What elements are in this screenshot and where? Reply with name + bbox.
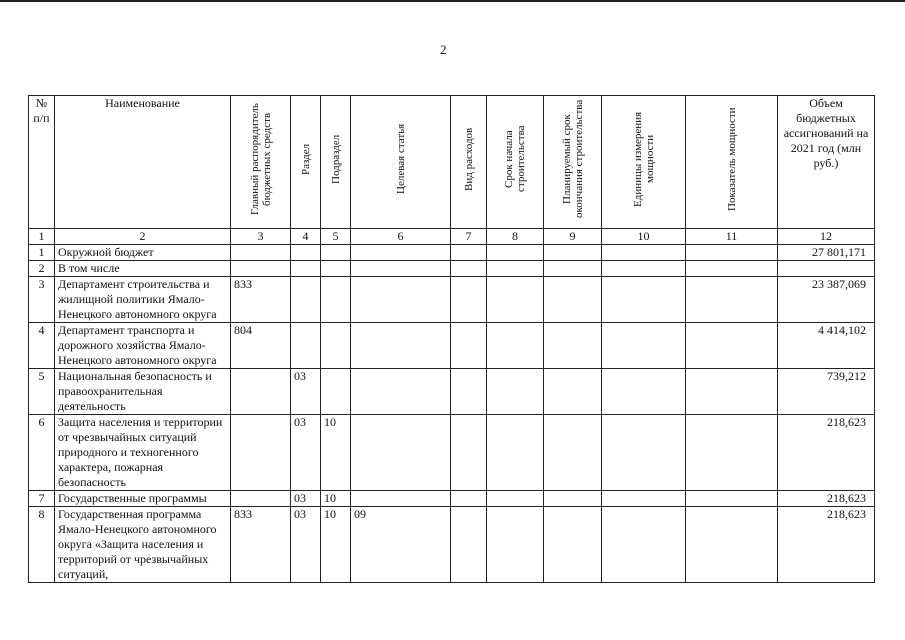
row-target xyxy=(351,277,451,323)
row-section: 03 xyxy=(291,415,321,491)
header-end: Планируемый срок окончания строительства xyxy=(544,96,602,229)
row-subsection: 10 xyxy=(321,507,351,583)
row-target xyxy=(351,323,451,369)
column-numbers-row xyxy=(29,229,875,245)
row-num: 3 xyxy=(29,277,55,323)
row-section: 03 xyxy=(291,507,321,583)
header-target: Целевая статья xyxy=(351,96,451,229)
row-subsection: 10 xyxy=(321,415,351,491)
row-start xyxy=(487,415,544,491)
row-end xyxy=(544,245,602,261)
header-row xyxy=(29,96,875,229)
table-row xyxy=(29,491,875,507)
row-expense-type xyxy=(451,277,487,323)
row-num: 5 xyxy=(29,369,55,415)
budget-table xyxy=(28,95,875,583)
row-expense-type xyxy=(451,507,487,583)
row-end xyxy=(544,323,602,369)
row-indicator xyxy=(686,491,778,507)
row-indicator xyxy=(686,369,778,415)
header-indicator: Показатель мощности xyxy=(686,96,778,229)
row-num: 2 xyxy=(29,261,55,277)
header-expense-type: Вид расходов xyxy=(451,96,487,229)
row-amount xyxy=(778,261,875,277)
row-subsection xyxy=(321,369,351,415)
row-num: 1 xyxy=(29,245,55,261)
row-amount: 218,623 xyxy=(778,491,875,507)
colnum-1: 1 xyxy=(29,229,55,245)
row-name: Государственная программа Ямало-Ненецкого автономного округа «Защита населения и территорий от чрезвычайных ситуаций, xyxy=(55,507,231,583)
row-target xyxy=(351,369,451,415)
row-amount: 23 387,069 xyxy=(778,277,875,323)
row-name: Защита населения и территории от чрезвычайных ситуаций природного и техногенного характера, пожарная безопасность xyxy=(55,415,231,491)
row-units xyxy=(602,491,686,507)
table-row xyxy=(29,369,875,415)
row-section xyxy=(291,277,321,323)
row-name: В том числе xyxy=(55,261,231,277)
row-end xyxy=(544,415,602,491)
table-row xyxy=(29,277,875,323)
colnum-11: 11 xyxy=(686,229,778,245)
colnum-2: 2 xyxy=(55,229,231,245)
row-target xyxy=(351,415,451,491)
colnum-7: 7 xyxy=(451,229,487,245)
row-amount: 218,623 xyxy=(778,507,875,583)
table-row xyxy=(29,245,875,261)
row-section xyxy=(291,323,321,369)
row-units xyxy=(602,415,686,491)
row-subsection xyxy=(321,323,351,369)
colnum-10: 10 xyxy=(602,229,686,245)
row-expense-type xyxy=(451,323,487,369)
row-indicator xyxy=(686,277,778,323)
row-indicator xyxy=(686,323,778,369)
colnum-8: 8 xyxy=(487,229,544,245)
table-row xyxy=(29,415,875,491)
row-expense-type xyxy=(451,369,487,415)
row-manager: 833 xyxy=(231,507,291,583)
row-units xyxy=(602,323,686,369)
colnum-5: 5 xyxy=(321,229,351,245)
row-section: 03 xyxy=(291,491,321,507)
row-manager: 804 xyxy=(231,323,291,369)
colnum-6: 6 xyxy=(351,229,451,245)
colnum-4: 4 xyxy=(291,229,321,245)
row-amount: 4 414,102 xyxy=(778,323,875,369)
table-row xyxy=(29,507,875,583)
colnum-9: 9 xyxy=(544,229,602,245)
row-subsection xyxy=(321,261,351,277)
row-start xyxy=(487,507,544,583)
row-units xyxy=(602,245,686,261)
row-num: 6 xyxy=(29,415,55,491)
row-name: Департамент строительства и жилищной политики Ямало-Ненецкого автономного округа xyxy=(55,277,231,323)
row-expense-type xyxy=(451,261,487,277)
row-units xyxy=(602,507,686,583)
row-indicator xyxy=(686,245,778,261)
row-indicator xyxy=(686,415,778,491)
row-end xyxy=(544,507,602,583)
header-volume: Объем бюджетных ассигнований на 2021 год (млн руб.) xyxy=(778,96,875,229)
row-units xyxy=(602,277,686,323)
row-manager xyxy=(231,261,291,277)
row-name: Государственные программы xyxy=(55,491,231,507)
row-expense-type xyxy=(451,245,487,261)
header-num: № п/п xyxy=(29,96,55,229)
row-indicator xyxy=(686,261,778,277)
row-amount: 27 801,171 xyxy=(778,245,875,261)
row-manager xyxy=(231,369,291,415)
table-row xyxy=(29,323,875,369)
row-name: Окружной бюджет xyxy=(55,245,231,261)
row-name: Департамент транспорта и дорожного хозяйства Ямало-Ненецкого автономного округа xyxy=(55,323,231,369)
row-end xyxy=(544,491,602,507)
row-start xyxy=(487,369,544,415)
row-num: 7 xyxy=(29,491,55,507)
colnum-12: 12 xyxy=(778,229,875,245)
row-end xyxy=(544,277,602,323)
table-row xyxy=(29,261,875,277)
row-manager xyxy=(231,415,291,491)
row-target xyxy=(351,261,451,277)
header-section: Раздел xyxy=(291,96,321,229)
header-manager: Главный распорядитель бюджетных средств xyxy=(231,96,291,229)
row-amount: 739,212 xyxy=(778,369,875,415)
row-expense-type xyxy=(451,415,487,491)
row-manager: 833 xyxy=(231,277,291,323)
row-section: 03 xyxy=(291,369,321,415)
colnum-3: 3 xyxy=(231,229,291,245)
row-end xyxy=(544,261,602,277)
row-num: 4 xyxy=(29,323,55,369)
row-expense-type xyxy=(451,491,487,507)
row-start xyxy=(487,323,544,369)
page-number: 2 xyxy=(440,42,447,57)
row-manager xyxy=(231,491,291,507)
header-units: Единицы измерения мощности xyxy=(602,96,686,229)
row-start xyxy=(487,491,544,507)
row-subsection xyxy=(321,277,351,323)
row-subsection: 10 xyxy=(321,491,351,507)
row-start xyxy=(487,277,544,323)
row-target xyxy=(351,245,451,261)
row-target: 09 xyxy=(351,507,451,583)
row-end xyxy=(544,369,602,415)
row-units xyxy=(602,369,686,415)
row-target xyxy=(351,491,451,507)
row-num: 8 xyxy=(29,507,55,583)
page-top-border xyxy=(0,0,905,2)
row-subsection xyxy=(321,245,351,261)
row-start xyxy=(487,245,544,261)
row-amount: 218,623 xyxy=(778,415,875,491)
row-indicator xyxy=(686,507,778,583)
row-units xyxy=(602,261,686,277)
header-start: Срок начала строительства xyxy=(487,96,544,229)
header-subsection: Подраздел xyxy=(321,96,351,229)
row-section xyxy=(291,261,321,277)
row-name: Национальная безопасность и правоохранительная деятельность xyxy=(55,369,231,415)
row-section xyxy=(291,245,321,261)
header-name: Наименование xyxy=(55,96,231,229)
row-start xyxy=(487,261,544,277)
row-manager xyxy=(231,245,291,261)
